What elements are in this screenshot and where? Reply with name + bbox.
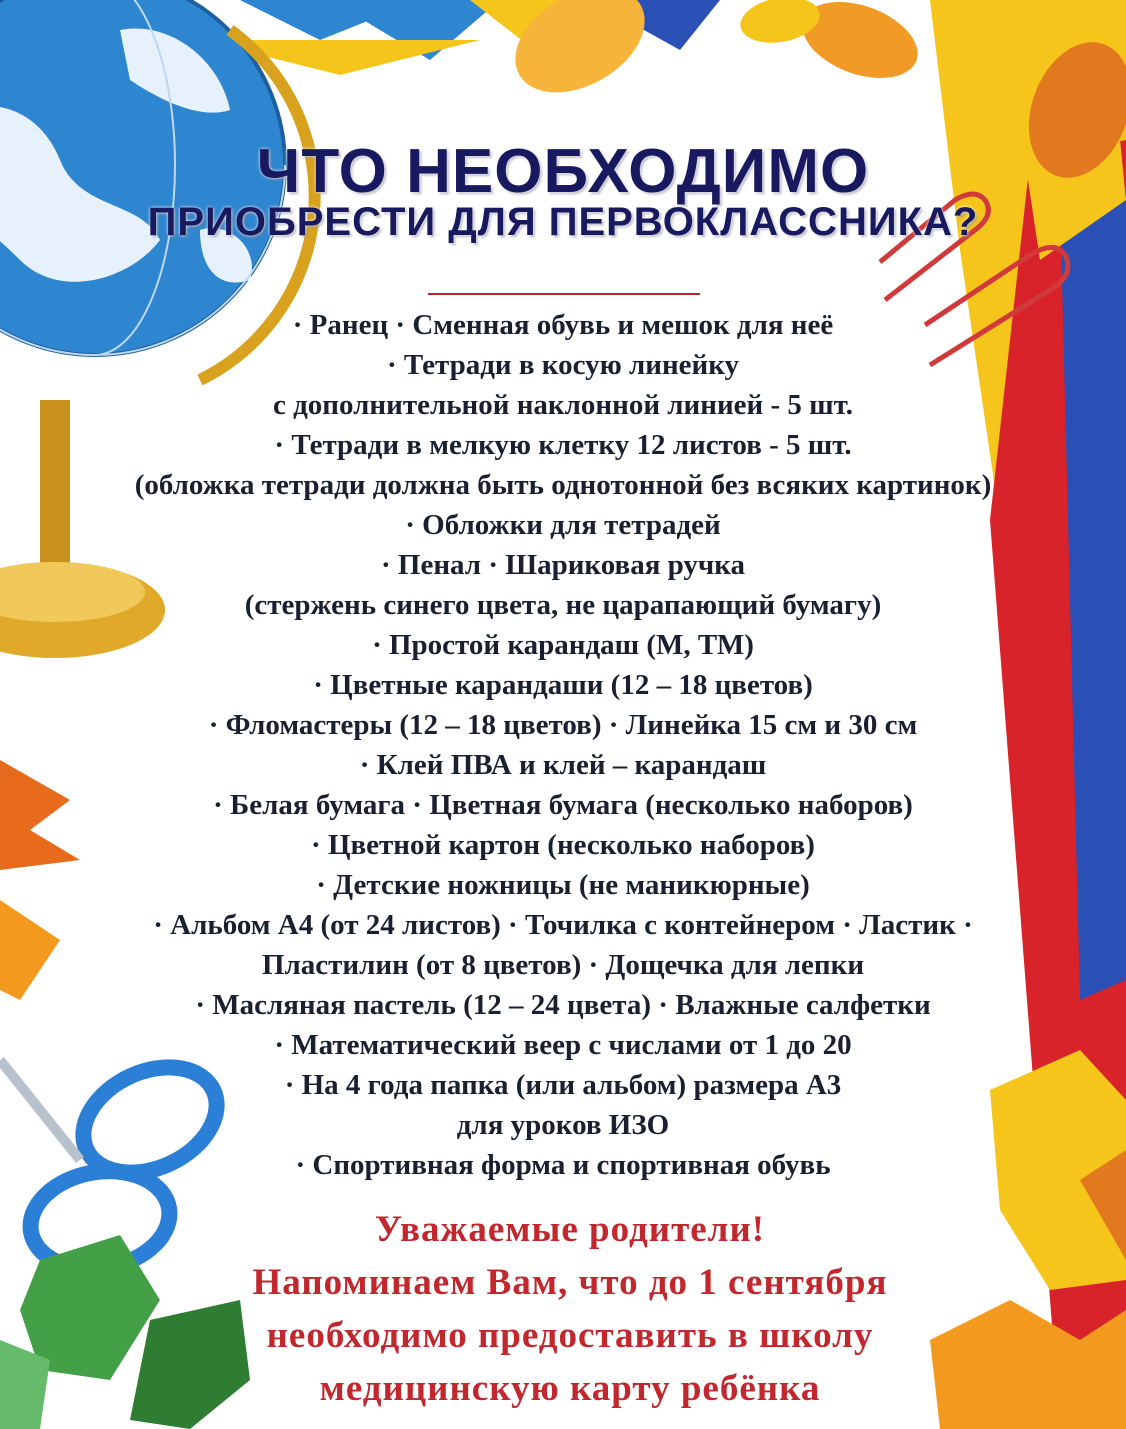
notice-line: необходимо предоставить в школу bbox=[266, 1315, 874, 1356]
list-item: Пластилин (от 8 цветов) · Дощечка для лепки bbox=[261, 949, 865, 981]
list-item: · Обложки для тетрадей bbox=[405, 509, 721, 541]
list-item: · Математический веер с числами от 1 до 20 bbox=[274, 1029, 852, 1061]
list-item: (стержень синего цвета, не царапающий бумагу) bbox=[244, 589, 882, 621]
list-item: · Простой карандаш (М, ТМ) bbox=[372, 629, 754, 661]
list-item: · Ранец · Сменная обувь и мешок для неё bbox=[292, 309, 834, 341]
supplies-list bbox=[40, 305, 1086, 1185]
list-item: · Альбом А4 (от 24 листов) · Точилка с контейнером · Ластик · bbox=[153, 909, 973, 941]
notice-line: Уважаемые родители! bbox=[374, 1209, 766, 1250]
list-item: · Тетради в косую линейку bbox=[386, 349, 740, 381]
poster-title-line2: ПРИОБРЕСТИ ДЛЯ ПЕРВОКЛАССНИКА? bbox=[147, 200, 979, 244]
list-item: · Пенал · Шариковая ручка bbox=[380, 549, 745, 581]
list-item: · Спортивная форма и спортивная обувь bbox=[295, 1149, 831, 1181]
list-item: с дополнительной наклонной линией - 5 шт. bbox=[273, 389, 853, 421]
list-item: для уроков ИЗО bbox=[456, 1109, 670, 1141]
list-item: · Цветной картон (несколько наборов) bbox=[311, 829, 815, 861]
list-item: · Цветные карандаши (12 – 18 цветов) bbox=[313, 669, 813, 701]
list-item: · Белая бумага · Цветная бумага (несколько наборов) bbox=[213, 789, 913, 821]
poster-title-line1: ЧТО НЕОБХОДИМО bbox=[256, 137, 870, 206]
list-item: · Масляная пастель (12 – 24 цвета) · Влажные салфетки bbox=[195, 989, 931, 1021]
parents-notice bbox=[100, 1203, 1040, 1415]
notice-line: Напоминаем Вам, что до 1 сентября bbox=[252, 1262, 888, 1303]
notice-line: медицинскую карту ребёнка bbox=[319, 1368, 821, 1409]
list-item: · Фломастеры (12 – 18 цветов) · Линейка 15 см и 30 см bbox=[208, 709, 918, 741]
list-item: · На 4 года папка (или альбом) размера А3 bbox=[284, 1069, 842, 1101]
title-divider bbox=[428, 293, 700, 295]
list-item: (обложка тетради должна быть однотонной без всяких картинок) bbox=[134, 469, 992, 501]
list-item: · Детские ножницы (не маникюрные) bbox=[316, 869, 810, 901]
list-item: · Клей ПВА и клей – карандаш bbox=[359, 749, 767, 781]
list-item: · Тетради в мелкую клетку 12 листов - 5 шт. bbox=[274, 429, 852, 461]
